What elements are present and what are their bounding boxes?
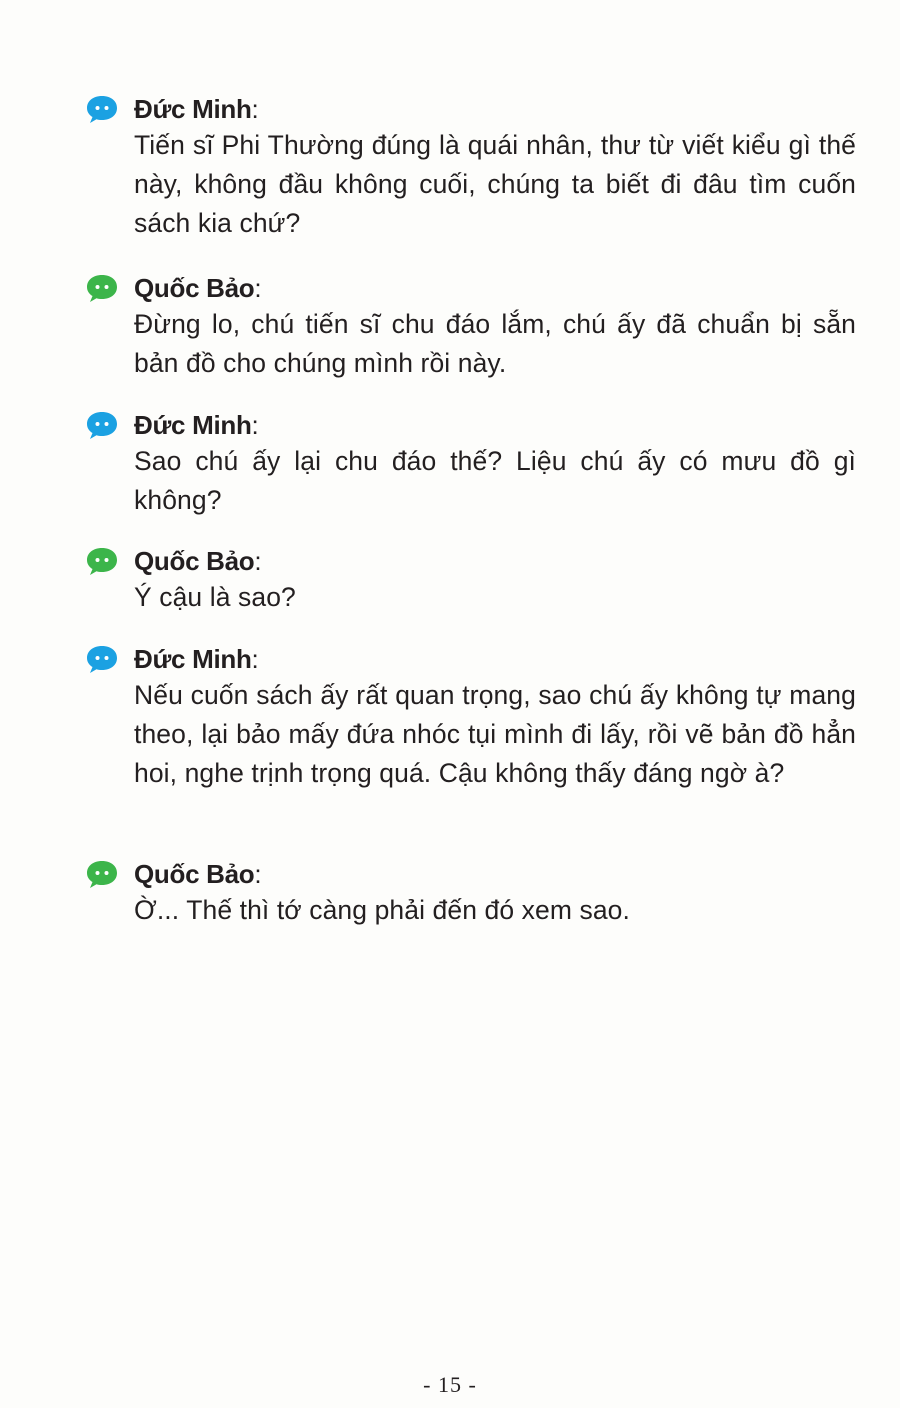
dialogue-text: Tiến sĩ Phi Thường đúng là quái nhân, thư từ viết kiểu gì thế này, không đầu không cuối, chúng ta biết đi đâu tìm cuốn sách kia chứ? (134, 130, 856, 238)
blue-speech-bubble-icon (86, 410, 118, 440)
speaker-name: Quốc Bảo (134, 858, 255, 889)
dialogue-turn (86, 642, 856, 793)
speaker-row: Đức Minh : (86, 92, 856, 126)
page-number: - 15 - (423, 1372, 477, 1397)
dialogue-turn (86, 271, 856, 383)
dialogue-text: Ờ... Thế thì tớ càng phải đến đó xem sao. (134, 895, 630, 925)
blue-speech-bubble-icon (86, 94, 118, 124)
dialogue-turn (86, 408, 856, 520)
speaker-row: Quốc Bảo : (86, 271, 856, 305)
speaker-name: Đức Minh (134, 409, 252, 440)
speaker-row: Quốc Bảo : (86, 544, 856, 578)
blue-speech-bubble-icon (86, 644, 118, 674)
dialogue-turn (86, 544, 856, 617)
dialogue-text: Sao chú ấy lại chu đáo thế? Liệu chú ấy có mưu đồ gì không? (134, 446, 856, 515)
speaker-row: Đức Minh : (86, 408, 856, 442)
dialogue-text: Nếu cuốn sách ấy rất quan trọng, sao chú ấy không tự mang theo, lại bảo mấy đứa nhóc tụi mình đi lấy, rồi vẽ bản đồ hẳn hoi, nghe trịnh trọng quá. Cậu không thấy đáng ngờ à? (134, 680, 856, 788)
green-speech-bubble-icon (86, 546, 118, 576)
speaker-name: Quốc Bảo (134, 545, 255, 576)
speaker-name: Quốc Bảo (134, 272, 255, 303)
dialogue-turn (86, 857, 856, 930)
green-speech-bubble-icon (86, 273, 118, 303)
green-speech-bubble-icon (86, 859, 118, 889)
dialogue-text: Ý cậu là sao? (134, 582, 296, 612)
dialogue-text: Đừng lo, chú tiến sĩ chu đáo lắm, chú ấy đã chuẩn bị sẵn bản đồ cho chúng mình rồi này. (134, 309, 856, 378)
dialogue-turn (86, 92, 856, 243)
speaker-row: Quốc Bảo : (86, 857, 856, 891)
speaker-name: Đức Minh (134, 643, 252, 674)
speaker-row: Đức Minh : (86, 642, 856, 676)
speaker-name: Đức Minh (134, 93, 252, 124)
